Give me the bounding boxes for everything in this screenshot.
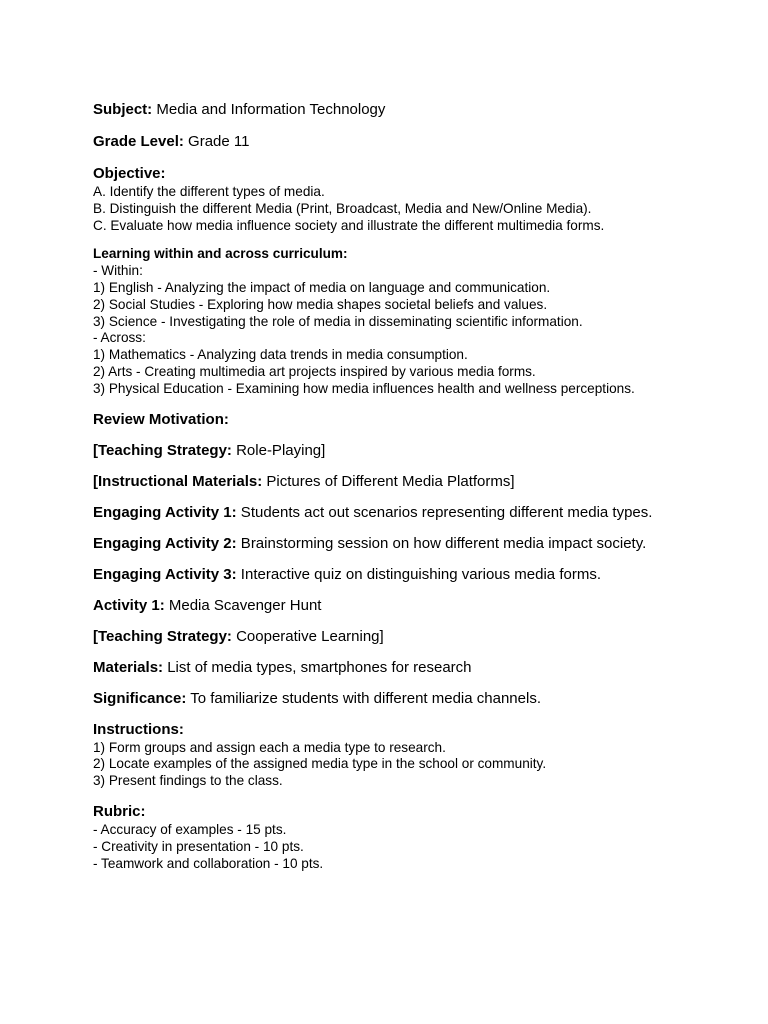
objective-item: B. Distinguish the different Media (Print, Broadcast, Media and New/Online Media). [93,200,592,216]
review-instructional-materials: [Instructional Materials: Pictures of Different Media Platforms] [93,472,515,490]
curriculum-line: 1) Mathematics - Analyzing data trends in media consumption. [93,347,468,363]
subject-line [93,100,693,120]
curriculum-line: 2) Arts - Creating multimedia art projects inspired by various media forms. [93,363,536,379]
review-teaching-strategy: [Teaching Strategy: Role-Playing] [93,441,326,459]
activity-1-teaching-strategy: [Teaching Strategy: Cooperative Learning] [93,627,384,645]
materials-line: Materials: List of media types, smartphones for research [93,658,472,676]
rubric-item: - Teamwork and collaboration - 10 pts. [93,855,324,871]
engaging-activity-1: Engaging Activity 1: Students act out scenarios representing different media types. [93,503,653,521]
subject-label: Subject: [93,101,153,118]
instruction-item: 2) Locate examples of the assigned media type in the school or community. [93,756,547,772]
grade-level-value: Grade 11 [188,133,250,150]
activity-1-title: Activity 1: Media Scavenger Hunt [93,596,322,614]
curriculum-line: 2) Social Studies - Exploring how media shapes societal beliefs and values. [93,296,548,312]
instruction-item: 3) Present findings to the class. [93,773,283,789]
subject-value: Media and Information Technology [156,101,386,118]
grade-level-line [93,132,693,152]
instruction-item: 1) Form groups and assign each a media type to research. [93,739,446,755]
review-motivation-heading: Review Motivation: [93,410,229,428]
engaging-activity-3: Engaging Activity 3: Interactive quiz on distinguishing various media forms. [93,565,601,583]
objective-item: A. Identify the different types of media. [93,184,325,199]
lesson-plan-document [93,100,693,872]
curriculum-line: - Across: [93,330,146,346]
objective-item: C. Evaluate how media influence society and illustrate the different multimedia forms. [93,217,605,233]
curriculum-line: 3) Physical Education - Examining how media influences health and wellness perceptions. [93,380,635,396]
engaging-activity-2: Engaging Activity 2: Brainstorming session on how different media impact society. [93,534,647,552]
objective-heading: Objective: [93,165,166,182]
curriculum-line: 1) English - Analyzing the impact of media on language and communication. [93,279,551,295]
instructions-heading: Instructions: [93,720,184,738]
significance-line: Significance: To familiarize students with different media channels. [93,689,541,707]
rubric-item: - Accuracy of examples - 15 pts. [93,821,287,837]
curriculum-line: - Within: [93,263,143,279]
rubric-heading: Rubric: [93,802,146,820]
curriculum-line: 3) Science - Investigating the role of media in disseminating scientific information. [93,313,583,329]
grade-level-label: Grade Level: [93,133,184,150]
curriculum-heading: Learning within and across curriculum: [93,246,348,262]
rubric-item: - Creativity in presentation - 10 pts. [93,838,304,854]
